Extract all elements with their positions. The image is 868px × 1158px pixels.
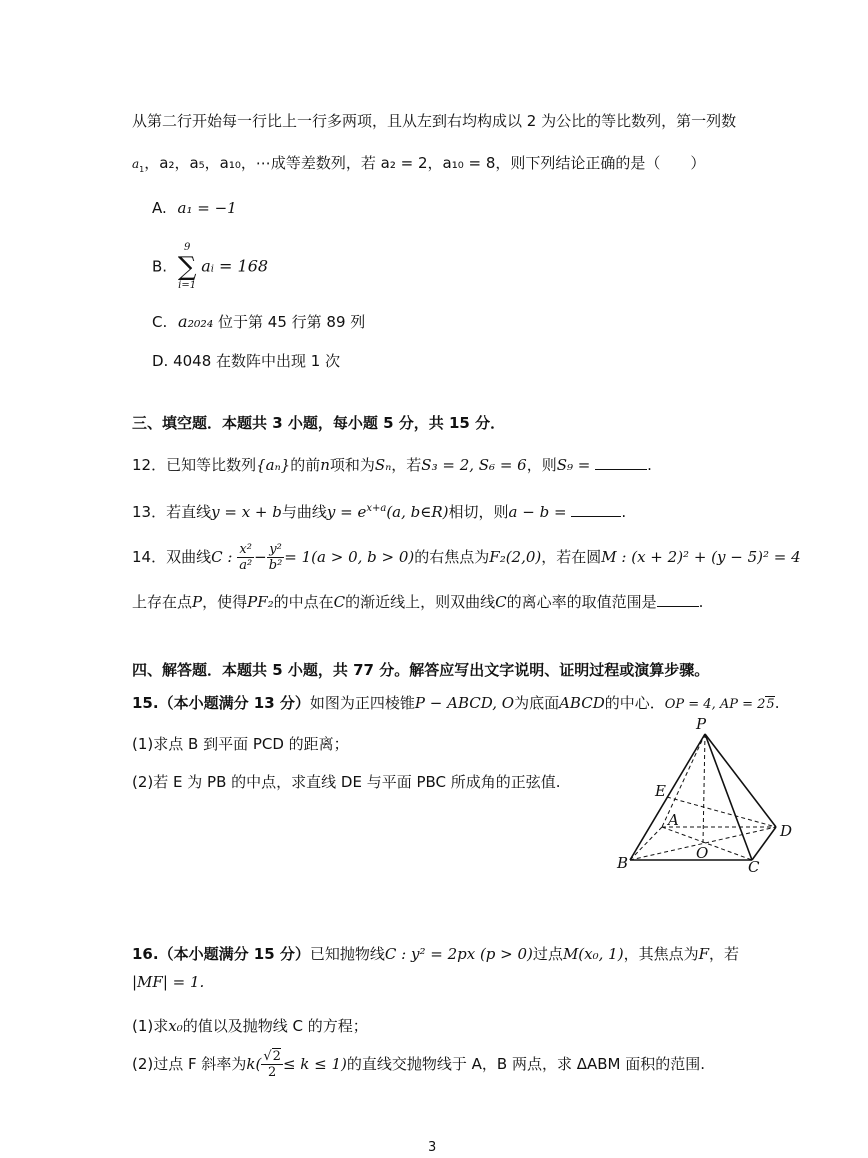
option-a-label: A. [152, 199, 167, 217]
q13 [132, 502, 626, 522]
label-a: A [668, 811, 679, 829]
label-c: C [748, 858, 760, 876]
q14-pf2: PF₂ [247, 593, 274, 611]
q16-text: 已知抛物线 [309, 945, 385, 963]
q16-f: F [698, 945, 709, 963]
q11-option-d: D. 4048 在数阵中出现 1 次 [152, 352, 341, 370]
q11-line2-body: ，a₂，a₅，a₁₀，⋯成等差数列，若 a₂ = 2，a₁₀ = 8，则下列结论正确的是（ ） [144, 154, 706, 172]
q14-x-fraction [237, 542, 254, 573]
q14-eq: = 1(a > 0, b > 0) [284, 548, 415, 566]
q16-text: 过点 [532, 945, 563, 963]
q12-text: ，若 [391, 456, 422, 474]
q14-text: 上存在点 [132, 593, 193, 611]
q12-target: S₉ = [556, 456, 591, 474]
q13-text: 若直线 [166, 503, 212, 521]
section-4-title: 四、解答题．本题共 5 小题，共 77 分。解答应写出文字说明、证明过程或演算步骤。 [132, 661, 710, 679]
q13-text: 与曲线 [281, 503, 327, 521]
frac-den: a² [239, 558, 253, 573]
option-c-math: a₂₀₂₄ [178, 312, 214, 331]
q14-c: C : [211, 548, 233, 566]
q16-line2: |MF| = 1. [132, 973, 205, 991]
q13-line: y = x + b [211, 503, 282, 521]
q13-curve: y = e [326, 503, 367, 521]
edge-pd [705, 734, 776, 827]
q12-n: n [320, 456, 330, 474]
q13-answer-blank[interactable] [571, 502, 621, 517]
q13-target: a − b = [508, 503, 567, 521]
q15-pyramid: P − ABCD, O [414, 694, 515, 712]
label-e: E [655, 782, 666, 800]
q12-text: ，则 [526, 456, 557, 474]
q16-text: ，其焦点为 [623, 945, 699, 963]
q16-text: (1)求 [132, 1017, 169, 1035]
q15-part1: (1)求点 B 到平面 PCD 的距离； [132, 735, 349, 753]
q15-text: 为底面 [514, 694, 560, 712]
q14-c: C [495, 593, 507, 611]
q12 [132, 455, 652, 475]
q11-line1: 从第二行开始每一行比上一行多两项，且从左到右均构成以 2 为公比的等比数列，第一列数 [132, 112, 737, 130]
q12-condition: S₃ = 2, S₆ = 6 [421, 456, 527, 474]
q13-exponent: x+a [366, 503, 387, 514]
q14-y-fraction [267, 542, 285, 573]
q14-text: ，使得 [202, 593, 248, 611]
q11-a1: a [132, 157, 140, 171]
q14-text: 的中点在 [273, 593, 334, 611]
q15-text: 的中心． [604, 694, 665, 712]
q11-option-b [152, 242, 268, 290]
q11-option-c [152, 312, 365, 332]
q14-text: ，若在圆 [541, 548, 602, 566]
frac-den: b² [268, 558, 283, 573]
q14-end: . [698, 593, 704, 611]
pyramid-figure [612, 712, 802, 877]
q11-line2: $a_1$，a₂，a₅，a₁₀，⋯成等差数列，若 a₂ = 2，a₁₀ = 8，则下列结论正确的是（ ） [132, 154, 706, 174]
q13-text: 相切，则 [448, 503, 509, 521]
option-a-math: a₁ = −1 [177, 199, 237, 217]
q16-text: 的值以及抛物线 C 的方程； [182, 1017, 368, 1035]
q15-sqrt5: 5 [766, 697, 775, 712]
sum-lower-limit: i=1 [178, 280, 197, 291]
q16-text: 的直线交抛物线于 A，B 两点，求 ΔABM 面积的范围. [346, 1055, 706, 1073]
q15-head: 15.（本小题满分 13 分） [132, 694, 310, 712]
q16-k: k( [246, 1055, 262, 1073]
q13-end: . [621, 503, 627, 521]
q12-seq: {aₙ} [256, 456, 291, 474]
q14-text: 的渐近线上，则双曲线 [345, 593, 496, 611]
sum-upper-limit: 9 [183, 242, 191, 253]
segment-de [667, 797, 776, 827]
q15-end: . [774, 694, 780, 712]
q16-stem [132, 944, 739, 964]
q16-range: ≤ k ≤ 1) [282, 1055, 347, 1073]
q14-p: P [192, 593, 203, 611]
q12-text: 的前 [290, 456, 321, 474]
option-c-label: C. [152, 313, 168, 331]
q14-line2 [132, 592, 703, 612]
label-b: B [617, 854, 629, 872]
q16-text: ，若 [709, 945, 740, 963]
q14-text: 双曲线 [166, 548, 212, 566]
q15-condition: OP = 4, AP = 2 [664, 697, 766, 712]
q16-text: (2)过点 F 斜率为 [132, 1055, 247, 1073]
q14-answer-blank[interactable] [657, 592, 699, 607]
frac-den: 2 [268, 1065, 277, 1080]
q12-sn: Sₙ [374, 456, 392, 474]
label-p: P [696, 715, 707, 733]
q12-end: . [647, 456, 652, 474]
q14-text: 的离心率的取值范围是 [506, 593, 657, 611]
q16-part1 [132, 1016, 368, 1036]
q15-abcd: ABCD [559, 694, 605, 712]
q16-x0: x₀ [168, 1017, 183, 1035]
page-number: 3 [428, 1140, 437, 1155]
q14-circle: M : (x + 2)² + (y − 5)² = 4 [601, 548, 801, 566]
q13-number: 13． [132, 503, 167, 521]
option-b-math: aᵢ = 168 [201, 256, 269, 276]
q14-text: 的右焦点为 [414, 548, 490, 566]
option-c-text: 位于第 45 行第 89 列 [218, 313, 366, 331]
option-b-label: B. [152, 257, 168, 276]
q16-equation: C : y² = 2px (p > 0) [384, 945, 533, 963]
q14-c: C [333, 593, 346, 611]
q15-part2: (2)若 E 为 PB 的中点，求直线 DE 与平面 PBC 所成角的正弦值. [132, 773, 561, 791]
q15-text: 如图为正四棱锥 [309, 694, 415, 712]
section-3-title: 三、填空题．本题共 3 小题，每小题 5 分，共 15 分． [132, 414, 506, 432]
q16-point: M(x₀, 1) [562, 945, 624, 963]
q16-sqrt2: 2 [272, 1049, 281, 1064]
sum-symbol: 9 ∑ i=1 [177, 242, 197, 291]
q11-option-a [152, 198, 237, 218]
frac-num: y² [267, 542, 285, 558]
frac-num: x² [237, 542, 254, 558]
q12-text: 已知等比数列 [166, 456, 257, 474]
label-o: O [696, 844, 709, 862]
q12-answer-blank[interactable] [595, 455, 647, 470]
q14-number: 14． [132, 548, 167, 566]
q16-part2 [132, 1042, 705, 1086]
q12-number: 12． [132, 456, 167, 474]
q14-focus: F₂(2,0) [489, 548, 542, 566]
q13-curve-cond: (a, b∈R) [386, 503, 449, 521]
q16-head: 16.（本小题满分 15 分） [132, 945, 310, 963]
label-d: D [780, 822, 793, 840]
q14-line1: 14．双曲线C : $\frac{\text{x²}}{\text{a²}}$ − $\frac{\text{y²}}{\text{b²}}$ = 1(a > 0, b > 0)的右焦点为F₂(2,0)，若在圆M : (x + 2)² + (y − 5)² = 4 [132, 542, 801, 573]
q16-sqrt2-fraction: $\frac{√2}{2}$ [263, 1049, 281, 1080]
q12-text: 项和为 [329, 456, 375, 474]
